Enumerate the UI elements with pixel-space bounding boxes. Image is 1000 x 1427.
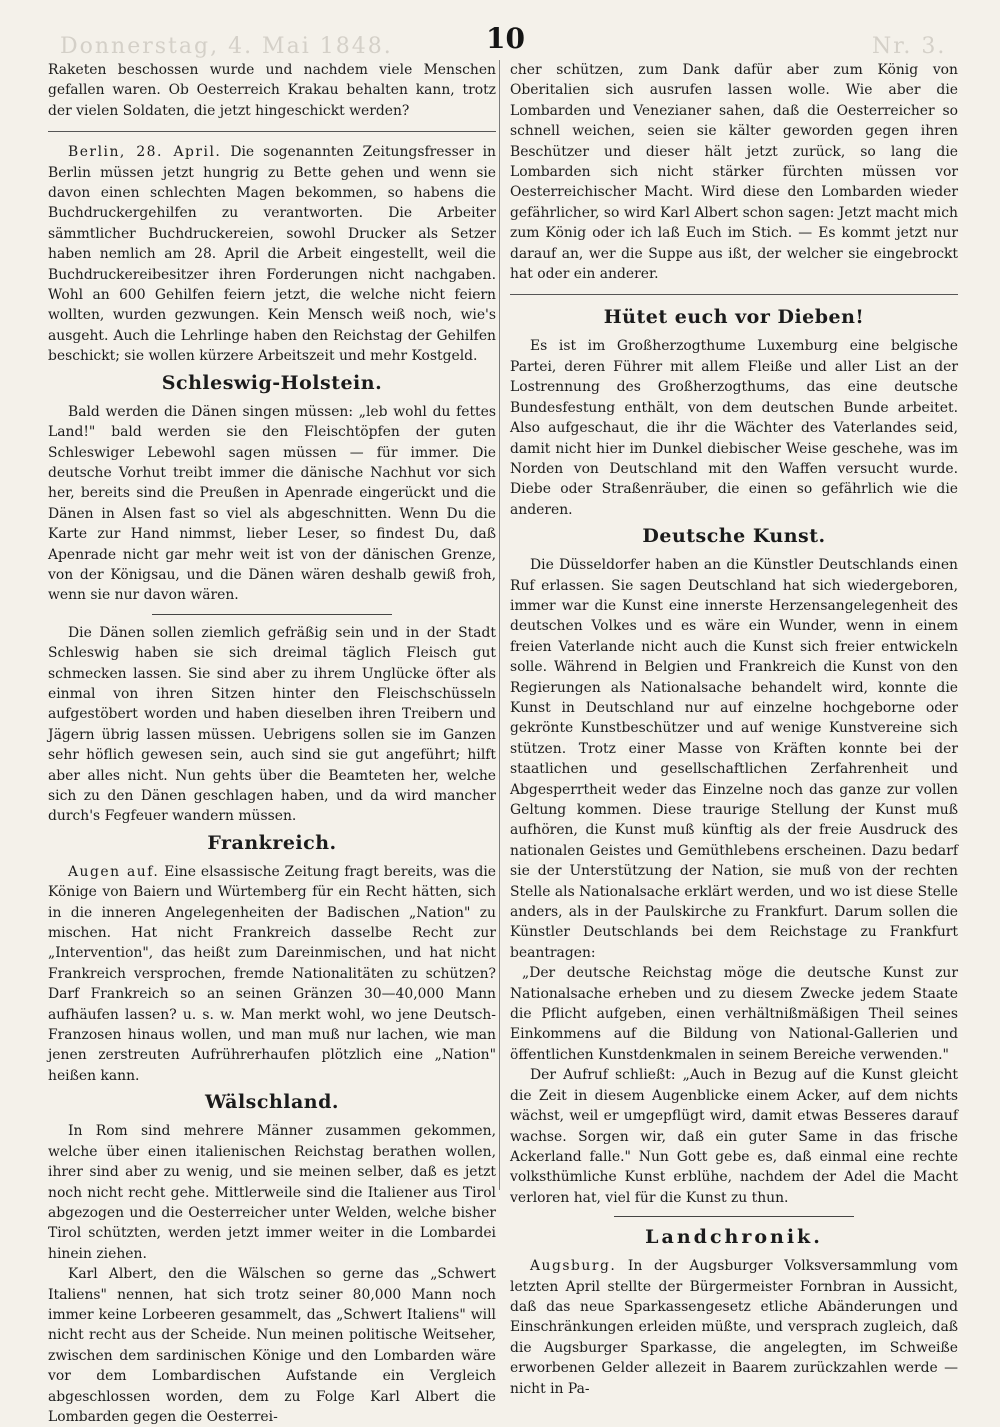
headline-schleswig-holstein: Schleswig-Holstein.: [161, 371, 383, 394]
berlin-dateline: Berlin, 28. April.: [68, 144, 222, 161]
headline-waelschland: Wälschland.: [204, 1091, 340, 1114]
berlin-article: [48, 142, 496, 366]
kunst-paragraph-2: Der Aufruf schließt: „Auch in Bezug auf die Kunst gleicht die Zeit in diesem Augenblicke einem Acker, auf dem nichts wächst, weil er umgepflügt wird, damit etwas Besseres darauf wachse. Sorgen wir, daß ein guter Same in das frische Ackerland falle." Nun Gott gebe es, daß einmal eine rechte volksthümliche Kunst erblühe, nachdem der Adel die Macht verloren hat, viel für die Kunst zu thun.: [510, 1067, 958, 1206]
waelschland-paragraph-1: In Rom sind mehrere Männer zusammen gekommen, welche über einen italienischen Reichstag berathen wollen, ihrer sind aber zu wenig, und sie meinen selber, daß es jetzt noch nicht recht gehe. Mittlerweile sind die Italiener aus Tirol abgezogen und die Oesterreicher unter Welden, welche bisher Tirol schützten, werden jetzt immer weiter in die Lombardei hinein ziehen.: [48, 1123, 496, 1262]
headline-frankreich: Frankreich.: [207, 831, 337, 854]
show-through-header-right: Nr. 3.: [872, 34, 947, 59]
schleswig-paragraph-1: Bald werden die Dänen singen müssen: „leb wohl du fettes Land!" bald werden sie den Fleischtöpfen der guten Schleswiger Lebewohl sagen müssen — für immer. Die deutsche Vorhut treibt immer die dänische Nachhut vor sich her, bereits sind die Preußen in Apenrade eingerückt und die Dänen in Alsen fast so viel als abgeschnitten. Wenn Du die Karte zur Hand nimmst, lieber Leser, so findest Du, daß Apenrade nicht gar mehr weit ist von der dänischen Grenze, von der Königsau, und die Dänen wären deshalb gewiß froh, wenn sie nur davon wären.: [48, 403, 496, 604]
show-through-header-left: Donnerstag, 4. Mai 1848.: [60, 34, 393, 59]
section-divider: [48, 131, 496, 132]
frankreich-article: [48, 862, 496, 1086]
column-divider: [499, 60, 500, 1190]
section-divider: [152, 614, 392, 615]
right-column: [510, 60, 958, 1399]
headline-landchronik: Landchronik.: [645, 1226, 823, 1249]
left-column: [48, 60, 496, 1427]
frankreich-lead: Augen auf.: [68, 863, 160, 880]
landchronik-dateline: Augsburg.: [530, 1258, 617, 1275]
kunst-quote: „Der deutsche Reichstag möge die deutsche Kunst zur Nationalsache erheben und zu diesem Zwecke jedem Staate die Pflicht aufgeben, einen verhältnißmäßigen Theil seines Einkommens auf die Bildung von National-Gallerien und öffentlichen Kunstdenkmalen in seinem Bereiche verwenden.": [510, 965, 958, 1063]
berlin-text: Die sogenannten Zeitungsfresser in Berlin müssen jetzt hungrig zu Bette gehen und wenn sie davon einen schlechten Magen bekommen, so habens die Buchdruckergehilfen zu verantworten. Die Arbeiter sämmtlicher Buchdruckereien, sowohl Drucker als Setzer haben nemlich am 28. April die Arbeit eingestellt, weil die Buchdruckereibesitzer ihren Forderungen nicht nachgaben. Wohl an 600 Gehilfen feiern jetzt, die welche nicht feiern wollten, wurden gezwungen. Kein Mensch weiß noch, wie's ausgeht. Auch die Lehrlinge haben den Reichstag der Gehilfen beschickt; sie wollen kürzere Arbeitszeit und mehr Kostgeld.: [48, 144, 496, 365]
continuation-paragraph: Raketen beschossen wurde und nachdem viele Menschen gefallen waren. Ob Oesterreich Krakau behalten kann, trotz der vielen Soldaten, die jetzt hingeschickt werden?: [48, 62, 496, 119]
dieben-paragraph: Es ist im Großherzogthume Luxemburg eine belgische Partei, deren Führer mit allem Fleiße und aller List an der Lostrennung des Großherzogthums, das eine deutsche Bundesfestung enthält, von dem deutschen Bunde arbeitet. Also aufgeschaut, die ihr die Wächter des Vaterlandes seid, damit nicht hier im Dunkel diebischer Weise geschehe, was im Norden von Deutschland mit den Waffen versucht wurde. Diebe oder Straßenräuber, die einen so gefährlich wie die anderen.: [510, 338, 958, 518]
continuation-paragraph: cher schützen, zum Dank dafür aber zum König von Oberitalien sich ausrufen lassen wolle. Wie aber die Lombarden und Venezianer sahen, daß die Oesterreicher so schnell weichen, seien sie kälter geworden gegen ihren Beschützer und dieser hält jetzt zurück, so lang die Lombarden sich nicht stärker fürchten müssen vor Oesterreichischer Macht. Wird diese den Lombarden wieder gefährlicher, so wird Karl Albert schon sagen: Jetzt macht mich zum König oder ich laß Euch im Stich. — Es kommt jetzt nur darauf an, wer die Suppe aus ißt, der welcher sie eingebrockt hat oder ein anderer.: [510, 62, 958, 283]
headline-dieben: Hütet euch vor Dieben!: [603, 306, 865, 329]
section-divider: [510, 294, 958, 295]
headline-deutsche-kunst: Deutsche Kunst.: [642, 525, 826, 548]
waelschland-paragraph-2: Karl Albert, den die Wälschen so gerne das „Schwert Italiens" nennen, hat sich trotz seiner 80,000 Mann noch immer keine Lorbeeren gesammelt, das „Schwert Italiens" will nicht recht aus der Scheide. Nun meinen politische Weitseher, zwischen dem sardinischen Könige und den Lombarden wäre vor dem Lombardischen Aufstande ein Vergleich abgeschlossen worden, dem zu Folge Karl Albert die Lombarden gegen die Oesterrei-: [48, 1266, 496, 1425]
landchronik-article: [510, 1256, 958, 1399]
schleswig-paragraph-2: Die Dänen sollen ziemlich gefräßig sein und in der Stadt Schleswig haben sie sich dreimal täglich Fleisch gut schmecken lassen. Sie sind aber zu ihrem Unglücke öfter als einmal von ihren Sitzen hinter den Fleischschüsseln aufgestöbert worden und haben dieselben ihren Treibern und Jägern übrig lassen müssen. Uebrigens sollen sie im Ganzen sehr höflich gewesen sein, auch sind sie gut angeführt; hilft aber alles nicht. Nun gehts über die Beamteten her, welche sich zu den Dänen geschlagen haben, und da wird mancher durch's Fegfeuer wandern müssen.: [48, 624, 496, 825]
frankreich-text: Eine elsassische Zeitung fragt bereits, was die Könige von Baiern und Würtemberg für ein Recht hätten, sich in die inneren Angelegenheiten der Badischen „Nation" zu mischen. Hat nicht Frankreich dasselbe Recht zur „Intervention", das heißt zum Dareinmischen, und hat nicht Frankreich versprochen, fremde Nationalitäten zu schützen? Darf Frankreich so an seinen Gränzen 30—40,000 Mann aufhäufen lassen? u. s. w. Man merkt wohl, wo jene Deutsch-Franzosen hinaus wollen, und man muß nur lachen, wie man jenen zerstreuten Aufrührerhaufen plötzlich eine „Nation" heißen kann.: [48, 863, 496, 1084]
landchronik-text: In der Augsburger Volksversammlung vom letzten April stellte der Bürgermeister Fornbran in Aussicht, daß das neue Sparkassengesetz etliche Abänderungen und Einschränkungen erleiden müßte, und versprach zugleich, daß die Augsburger Sparkasse, die angelegten, im Schweiße erworbenen Gelder allezeit in Baarem zurückzahlen werde — nicht in Pa-: [510, 1258, 958, 1397]
section-divider: [614, 1216, 854, 1217]
kunst-paragraph-1: Die Düsseldorfer haben an die Künstler Deutschlands einen Ruf erlassen. Sie sagen Deutschland hat sich wiedergeboren, immer war die Kunst eine innerste Herzensangelegenheit des deutschen Volkes und es wäre ein Wunder, wenn in einem freien Vaterlande nicht auch die Kunst sich freier entwickeln solle. Während in Belgien und Frankreich die Kunst von den Regierungen als Nationalsache behandelt wird, konnte die Kunst in Deutschland nur auf einzelne hochgeborne oder gekrönte Kunstbeschützer und auf wenige Kunstvereine sich stützen. Trotz einer Masse von Kräften konnte bei der staatlichen und gesellschaftlichen Zerfahrenheit und Abgesperrtheit weder das Einzelne noch das ganze zur vollen Geltung kommen. Diese traurige Stellung der Kunst muß aufhören, die Kunst muß künftig als der freie Ausdruck des nationalen Geistes und Gemüthlebens erscheinen. Dazu bedarf sie der Unterstützung der Nation, sie muß von der rechten Stelle als Nationalsache erklärt werden, und wo ist diese Stelle anders, als in der Paulskirche zu Frankfurt. Darum sollen die Künstler Deutschlands bei dem Reichstage zu Frankfurt beantragen:: [510, 557, 958, 961]
page-number: 10: [486, 22, 525, 55]
